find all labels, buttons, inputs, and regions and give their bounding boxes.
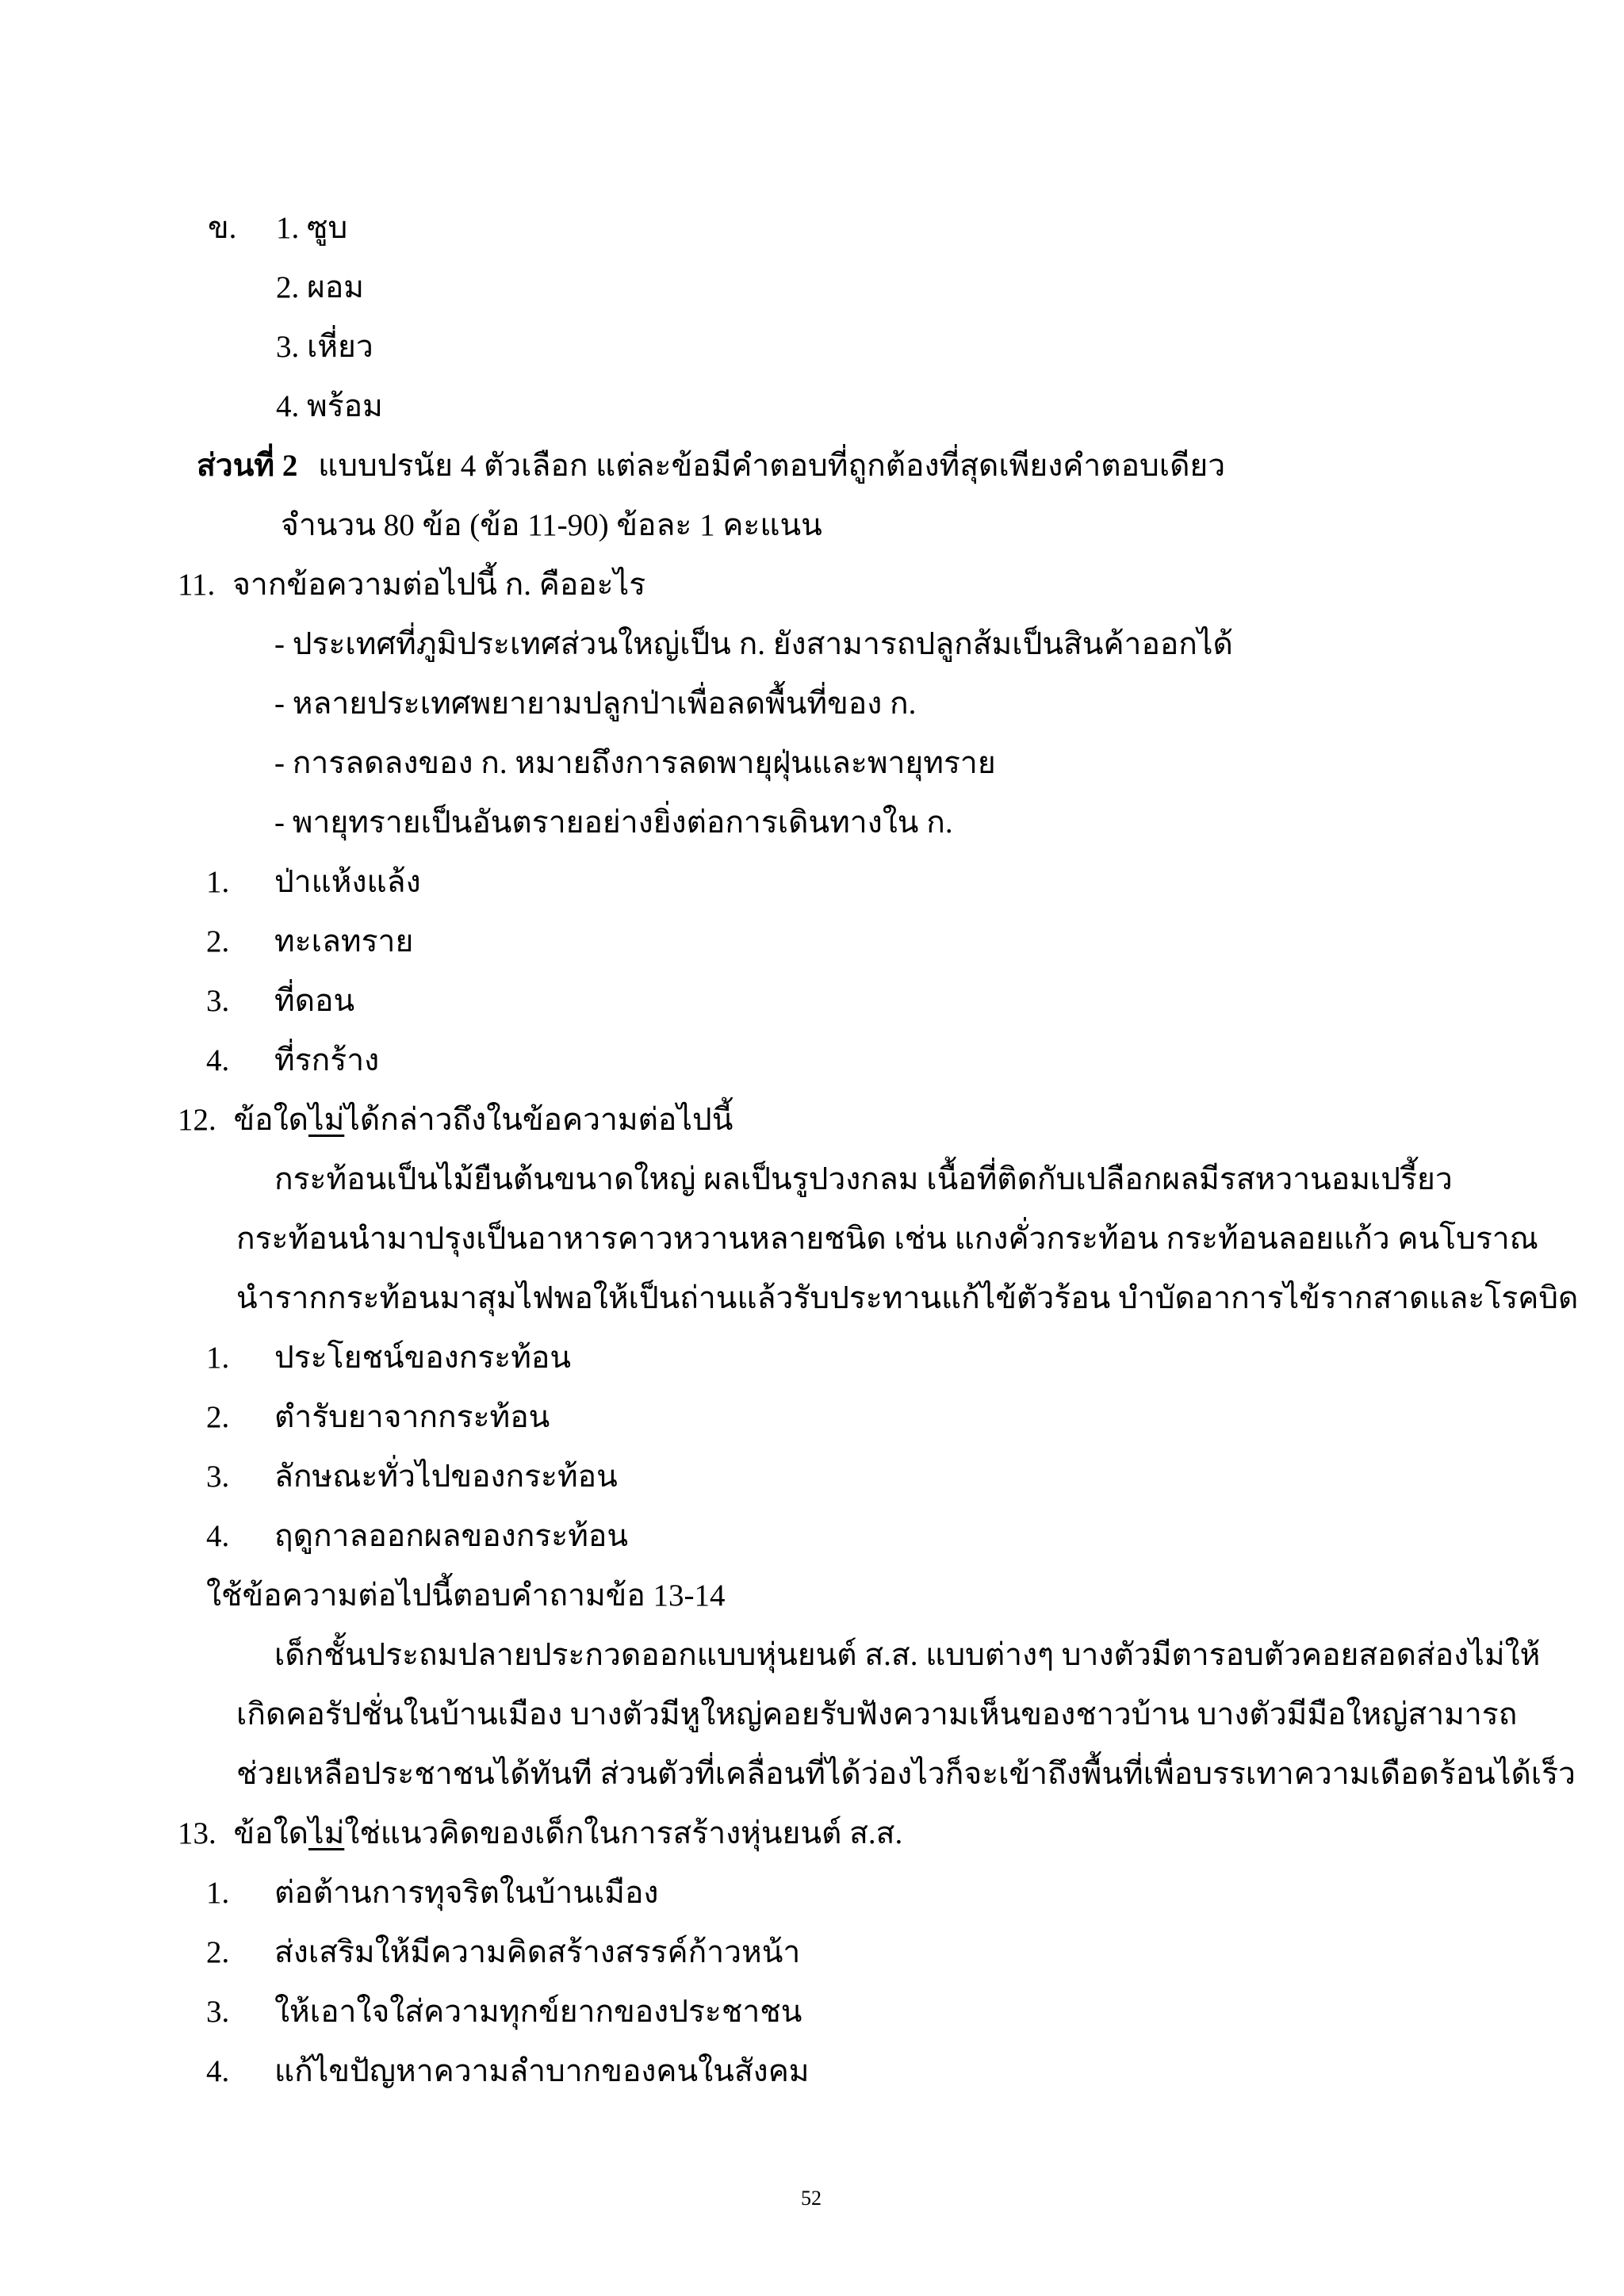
clue-line: - ประเทศที่ภูมิประเทศส่วนใหญ่เป็น ก. ยังสามารถปลูกส้มเป็นสินค้าออกได้ — [274, 627, 1233, 661]
choice — [206, 1937, 800, 1968]
choice — [206, 1877, 658, 1908]
choice — [206, 985, 354, 1016]
question-number: 13. — [178, 1816, 216, 1850]
clue-line: - พายุทรายเป็นอันตรายอย่างยิ่งต่อการเดินทางใน ก. — [274, 806, 953, 840]
passage-line: ช่วยเหลือประชาชนได้ทันที ส่วนตัวที่เคลื่อนที่ได้ว่องไวก็จะเข้าถึงพื้นที่เพื่อบรรเทาความเดือดร้อนได้เร็ว — [236, 1757, 1576, 1791]
choice — [206, 1521, 628, 1552]
passage-line: กระท้อนนำมาปรุงเป็นอาหารคาวหวานหลายชนิด เช่น แกงคั่วกระท้อน กระท้อนลอยแก้ว คนโบราณ — [236, 1222, 1538, 1256]
choice-number: 3. — [206, 1995, 230, 2029]
passage-line: เกิดคอรัปชั่นในบ้านเมือง บางตัวมีหูใหญ่คอยรับฟังความเห็นของชาวบ้าน บางตัวมีมือใหญ่สามารถ — [236, 1697, 1518, 1732]
question-number: 11. — [178, 568, 216, 602]
question-text-post: ได้กล่าวถึงในข้อความต่อไปนี้ — [344, 1103, 733, 1137]
question-text — [234, 1816, 903, 1850]
clue-line: - การลดลงของ ก. หมายถึงการลดพายุฝุ่นและพายุทราย — [274, 746, 996, 780]
question-12 — [178, 1104, 733, 1135]
question-text-emphasis: ไม่ — [308, 1816, 345, 1850]
kho-item: 3. เหี่ยว — [276, 330, 373, 364]
choice-number: 4. — [206, 1519, 230, 1553]
choice-text: ทะเลทราย — [274, 924, 414, 959]
choice-number: 1. — [206, 865, 230, 899]
clue-line: - หลายประเทศพยายามปลูกป่าเพื่อลดพื้นที่ของ ก. — [274, 687, 917, 721]
choice-number: 3. — [206, 1460, 230, 1494]
question-text-pre: ข้อใด — [233, 1816, 308, 1850]
choice-text: ตำรับยาจากกระท้อน — [274, 1400, 550, 1434]
page-number: 52 — [801, 2187, 822, 2210]
question-text-emphasis: ไม่ — [308, 1103, 345, 1137]
choice-text: ป่าแห้งแล้ง — [274, 865, 421, 899]
choice-text: ส่งเสริมให้มีความคิดสร้างสรรค์ก้าวหน้า — [274, 1935, 801, 1969]
choice-number: 4. — [206, 1043, 230, 1077]
passage-line: นำรากกระท้อนมาสุมไฟพอให้เป็นถ่านแล้วรับประทานแก้ไข้ตัวร้อน บำบัดอาการไข้รากสาดและโรคบิด — [236, 1281, 1579, 1315]
choice — [206, 1461, 618, 1492]
choice-number: 2. — [206, 1400, 230, 1434]
choice-text: ประโยชน์ของกระท้อน — [274, 1341, 572, 1375]
section-title: ส่วนที่ 2 — [197, 449, 298, 483]
choice-number: 4. — [206, 2054, 230, 2088]
kho-label: ข. — [208, 211, 237, 245]
choice — [206, 926, 413, 957]
choice-text: แก้ไขปัญหาความลำบากของคนในสังคม — [274, 2054, 810, 2088]
choice — [206, 1045, 379, 1076]
section-description-2: จำนวน 80 ข้อ (ข้อ 11-90) ข้อละ 1 คะแนน — [281, 508, 822, 542]
section-description: แบบปรนัย 4 ตัวเลือก แต่ละข้อมีคำตอบที่ถูกต้องที่สุดเพียงคำตอบเดียว — [318, 449, 1226, 483]
choice-text: ลักษณะทั่วไปของกระท้อน — [274, 1460, 618, 1494]
question-11 — [178, 569, 645, 600]
choice-text: ต่อต้านการทุจริตในบ้านเมือง — [274, 1876, 659, 1910]
kho-item: 1. ซูบ — [276, 211, 348, 245]
choice-text: ให้เอาใจใส่ความทุกข์ยากของประชาชน — [274, 1995, 802, 2029]
passage-line: เด็กชั้นประถมปลายประกวดออกแบบหุ่นยนต์ ส.ส. แบบต่างๆ บางตัวมีตารอบตัวคอยสอดส่องไม่ให้ — [274, 1638, 1541, 1672]
choice-text: ที่รกร้าง — [274, 1043, 380, 1077]
choice-number: 3. — [206, 984, 230, 1018]
choice-text: ที่ดอน — [274, 984, 355, 1018]
passage-intro: ใช้ข้อความต่อไปนี้ตอบคำถามข้อ 13-14 — [206, 1578, 726, 1613]
choice — [206, 1342, 571, 1373]
kho-item: 2. ผอม — [276, 270, 364, 304]
question-number: 12. — [178, 1103, 216, 1137]
passage-line: กระท้อนเป็นไม้ยืนต้นขนาดใหญ่ ผลเป็นรูปวงกลม เนื้อที่ติดกับเปลือกผลมีรสหวานอมเปรี้ยว — [274, 1162, 1453, 1196]
choice — [206, 1996, 802, 2027]
question-text-post: ใช่แนวคิดของเด็กในการสร้างหุ่นยนต์ ส.ส. — [344, 1816, 903, 1850]
choice-number: 1. — [206, 1341, 230, 1375]
choice-text: ฤดูกาลออกผลของกระท้อน — [274, 1519, 628, 1553]
section-heading — [197, 450, 1225, 481]
question-13 — [178, 1818, 902, 1849]
choice — [206, 867, 421, 897]
question-text: จากข้อความต่อไปนี้ ก. คืออะไร — [232, 568, 646, 602]
choice — [206, 1402, 550, 1433]
choice — [206, 2056, 810, 2087]
choice-number: 2. — [206, 1935, 230, 1969]
kho-item: 4. พร้อม — [276, 389, 383, 423]
choice-number: 2. — [206, 924, 230, 959]
choice-number: 1. — [206, 1876, 230, 1910]
question-text-pre: ข้อใด — [233, 1103, 308, 1137]
question-text — [234, 1103, 733, 1137]
